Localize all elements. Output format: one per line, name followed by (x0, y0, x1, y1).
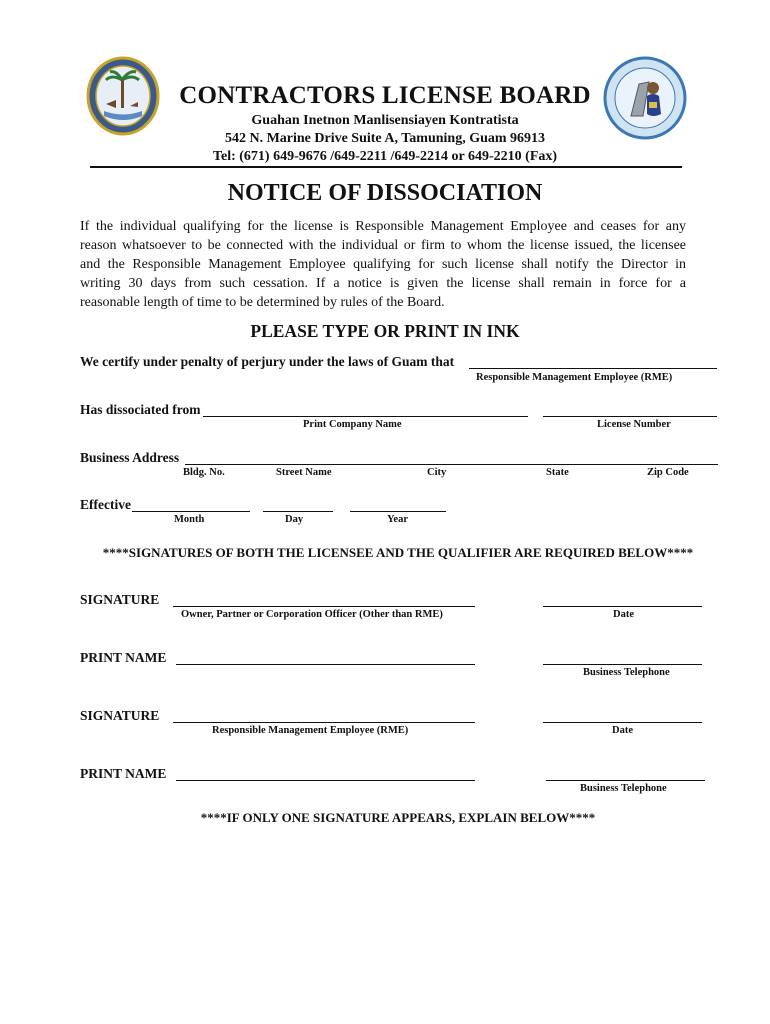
state-caption: State (546, 467, 569, 478)
notice-title: NOTICE OF DISSOCIATION (227, 180, 543, 206)
board-phones: Tel: (671) 649-9676 /649-2211 /649-2214 or 649-2210 (Fax) (212, 149, 558, 164)
zip-code-caption: Zip Code (647, 467, 689, 478)
board-address: 542 N. Marine Drive Suite A, Tamuning, Guam 96913 (224, 131, 546, 146)
business-address-field[interactable] (185, 464, 718, 465)
dissociated-label: Has dissociated from (80, 402, 201, 417)
paragraph-line: writing 30 days from such cessation. If a notice is given the license shall remain in force for a (80, 276, 686, 291)
bldg-no-caption: Bldg. No. (183, 467, 225, 478)
effective-year-field[interactable] (350, 511, 446, 512)
paragraph-line: If the individual qualifying for the license is Responsible Management Employee and ceases for any (80, 219, 686, 234)
certify-label: We certify under penalty of perjury under the laws of Guam that (80, 354, 455, 369)
instructions-heading: PLEASE TYPE OR PRINT IN INK (250, 321, 520, 341)
signature-rme-label: SIGNATURE (80, 708, 160, 723)
date-caption: Date (612, 725, 633, 736)
print-name-owner-label: PRINT NAME (80, 650, 167, 665)
effective-month-field[interactable] (132, 511, 250, 512)
day-caption: Day (285, 514, 304, 525)
paragraph-line: reason whatsoever to be connected with the individual or firm to whom the license issued, the licensee (80, 238, 686, 253)
effective-day-field[interactable] (263, 511, 333, 512)
rme-name-field[interactable] (469, 368, 717, 369)
business-address-label: Business Address (80, 450, 180, 465)
explain-note: ****IF ONLY ONE SIGNATURE APPEARS, EXPLAIN BELOW**** (200, 810, 596, 825)
signatures-required-note: ****SIGNATURES OF BOTH THE LICENSEE AND THE QUALIFIER ARE REQUIRED BELOW**** (102, 545, 694, 560)
year-caption: Year (387, 514, 408, 525)
explanation-area[interactable] (80, 832, 716, 1002)
print-name-rme-label: PRINT NAME (80, 766, 167, 781)
license-number-caption: License Number (597, 419, 671, 430)
signature-owner-field[interactable] (173, 606, 475, 607)
signature-owner-date-field[interactable] (543, 606, 702, 607)
signature-rme-date-field[interactable] (543, 722, 702, 723)
header-divider (90, 166, 682, 168)
company-name-caption: Print Company Name (303, 419, 402, 430)
board-title: CONTRACTORS LICENSE BOARD (179, 82, 591, 109)
paragraph-line: and the Responsible Management Employee qualifying for such license shall notify the Director in (80, 257, 686, 272)
company-name-field[interactable] (203, 416, 528, 417)
print-name-owner-field[interactable] (176, 664, 475, 665)
business-telephone-owner-field[interactable] (543, 664, 702, 665)
city-caption: City (427, 467, 447, 478)
print-name-rme-field[interactable] (176, 780, 475, 781)
business-telephone-rme-field[interactable] (546, 780, 705, 781)
board-subtitle: Guahan Inetnon Manlisensiayen Kontratista (251, 113, 519, 128)
month-caption: Month (174, 514, 205, 525)
signature-rme-field[interactable] (173, 722, 475, 723)
effective-label: Effective (80, 497, 131, 512)
paragraph-line: reasonable length of time to be determined by rules of the Board. (80, 295, 445, 310)
signature-owner-label: SIGNATURE (80, 592, 160, 607)
business-telephone-caption: Business Telephone (580, 783, 667, 794)
date-caption: Date (613, 609, 634, 620)
signature-rme-caption: Responsible Management Employee (RME) (212, 725, 409, 736)
rme-caption: Responsible Management Employee (RME) (476, 372, 673, 383)
license-number-field[interactable] (543, 416, 717, 417)
business-telephone-caption: Business Telephone (583, 667, 670, 678)
notice-paragraph (80, 217, 686, 312)
signature-owner-caption: Owner, Partner or Corporation Officer (Other than RME) (181, 609, 443, 620)
street-name-caption: Street Name (276, 467, 332, 478)
